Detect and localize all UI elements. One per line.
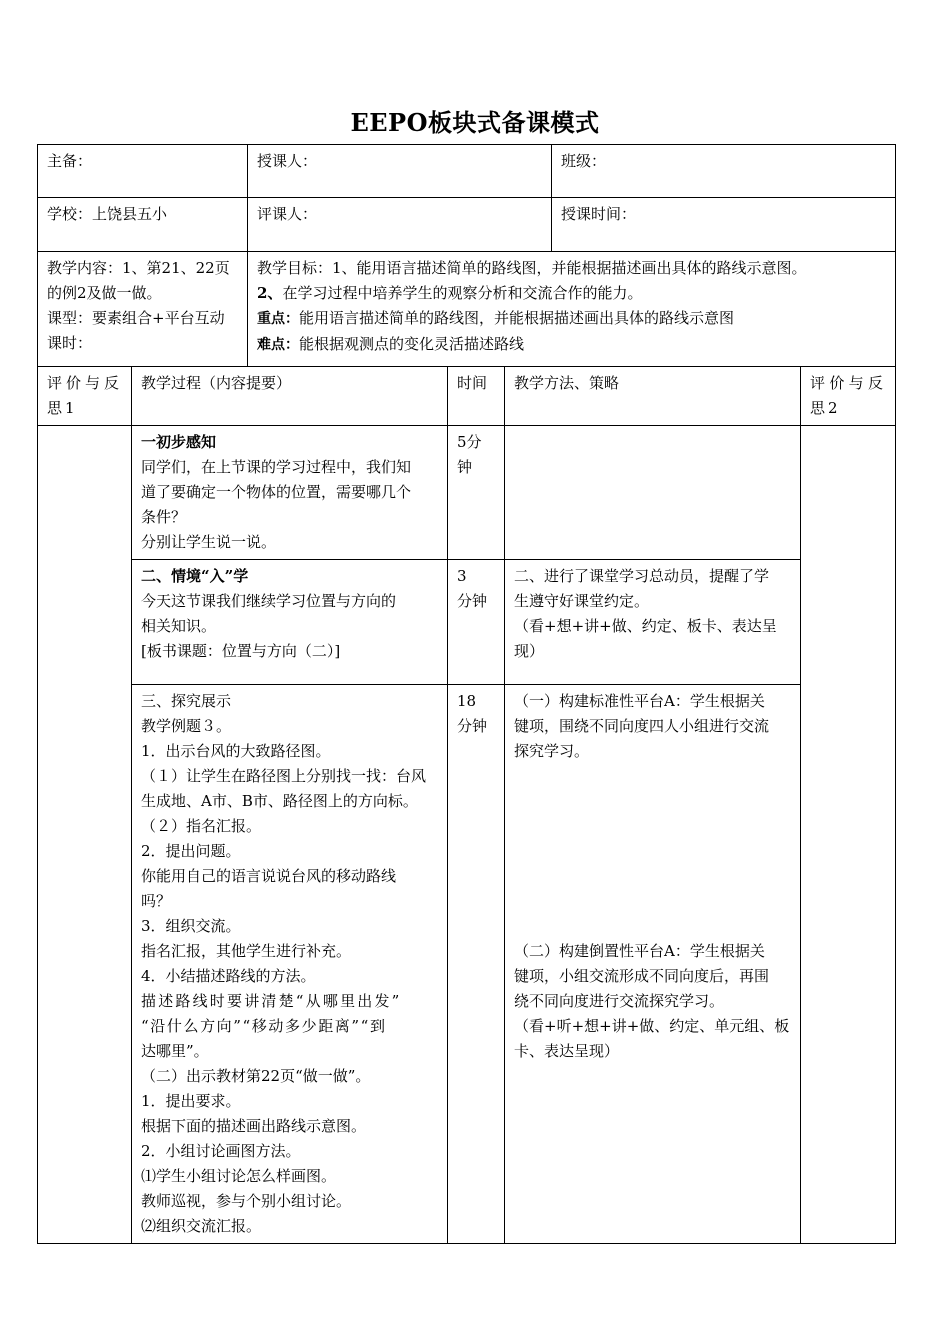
section-3-line: 吗？ (141, 892, 172, 910)
section-3-method (505, 685, 801, 1244)
section-3-line: 描述路线时要讲清楚“从哪里出发” (141, 992, 402, 1010)
section-3-line: 生成地、A市、B市、路径图上的方向标。 (141, 792, 418, 810)
section-2-method-line: 现） (514, 642, 545, 660)
key-point (257, 306, 886, 332)
shouke-time-cell (552, 198, 896, 252)
shoukeren-label: 授课人： (257, 152, 318, 170)
eval2-body (801, 426, 896, 1244)
shouke-time-label: 授课时间： (561, 205, 637, 223)
section-3-line: 2．小组讨论画图方法。 (141, 1142, 301, 1160)
col-time-label: 时间 (457, 374, 488, 392)
section-3-method-b-line: 绕不同向度进行交流探究学习。 (514, 992, 725, 1010)
section-2-line: 今天这节课我们继续学习位置与方向的 (141, 592, 397, 610)
banji-label: 班级： (561, 152, 607, 170)
section-3-line: 教学例题３。 (141, 717, 232, 735)
difficulty (257, 332, 886, 358)
section-3-line: 4．小结描述路线的方法。 (141, 967, 316, 985)
section-3-line: 指名汇报，其他学生进行补充。 (141, 942, 352, 960)
shoukeren-cell (248, 145, 552, 198)
content-line: 课时： (47, 334, 93, 352)
pingkeren-label: 评课人： (257, 205, 318, 223)
zhubei-label: 主备： (47, 152, 93, 170)
school-cell (38, 198, 248, 252)
section-2-line: [板书课题：位置与方向（二）] (141, 642, 341, 660)
section-3-line: 1．提出要求。 (141, 1092, 241, 1110)
section-3-process (132, 685, 448, 1244)
header-table (37, 144, 896, 367)
section-3-line: 达哪里”。 (141, 1042, 209, 1060)
col-method-label: 教学方法、策略 (514, 374, 620, 392)
section-2-heading: 二、情境“入”学 (141, 567, 249, 585)
key-point-text: 能用语言描述简单的路线图，并能根据描述画出具体的路线示意图 (299, 309, 735, 327)
content-line: 课型：要素组合+平台互动 (47, 309, 225, 327)
section-2-method (505, 560, 801, 685)
section-3-method-b-line: （二）构建倒置性平台A：学生根据关 (514, 942, 765, 960)
section-1-method (505, 426, 801, 560)
col-process-header (132, 367, 448, 426)
content-line: 教学内容：1、第21、22页 (47, 259, 230, 277)
section-2-time (448, 560, 505, 685)
school-label: 学校：上饶县五小 (47, 205, 168, 223)
section-3-time-line: 18 (457, 692, 477, 710)
col-eval1-label: 评价与反思1 (47, 374, 122, 417)
section-2-method-line: 生遵守好课堂约定。 (514, 592, 650, 610)
section-2-line: 相关知识。 (141, 617, 217, 635)
col-method-header (505, 367, 801, 426)
process-table (37, 366, 896, 1244)
col-time-header (448, 367, 505, 426)
section-3-line: （二）出示教材第22页“做一做”。 (141, 1067, 371, 1085)
section-1-process (132, 426, 448, 560)
section-2-method-line: 二、进行了课堂学习总动员，提醒了学 (514, 567, 770, 585)
banji-cell (552, 145, 896, 198)
section-1-line: 分别让学生说一说。 (141, 533, 277, 551)
section-3-line: ⑴学生小组讨论怎么样画图。 (141, 1167, 337, 1185)
section-1-line: 道了要确定一个物体的位置，需要哪几个 (141, 483, 412, 501)
section-1-line: 同学们，在上节课的学习过程中，我们知 (141, 458, 412, 476)
section-2-method-line: （看+想+讲+做、约定、板卡、表达呈 (514, 617, 777, 635)
eval1-body (38, 426, 132, 1244)
difficulty-text: 能根据观测点的变化灵活描述路线 (299, 335, 525, 353)
section-3-line: 2．提出问题。 (141, 842, 241, 860)
section-3-line: 教师巡视，参与个别小组讨论。 (141, 1192, 352, 1210)
section-1-time (448, 426, 505, 560)
section-3-method-a-line: 探究学习。 (514, 742, 590, 760)
section-3-time-line: 分钟 (457, 717, 488, 735)
section-3-line: （２）指名汇报。 (141, 817, 262, 835)
section-3-line: 1．出示台风的大致路径图。 (141, 742, 331, 760)
page-title: EEPO板块式备课模式 (350, 108, 600, 137)
section-3-line: 你能用自己的语言说说台风的移动路线 (141, 867, 397, 885)
goals-cell (248, 252, 896, 367)
section-3-method-a-line: （一）构建标准性平台A：学生根据关 (514, 692, 765, 710)
goal-2-number: 2、 (257, 284, 283, 302)
section-2-process (132, 560, 448, 685)
section-1-heading: 一初步感知 (141, 433, 217, 451)
goal-1: 教学目标：1、能用语言描述简单的路线图，并能根据描述画出具体的路线示意图。 (257, 259, 807, 277)
section-3-method-b-line: 卡、表达呈现） (514, 1042, 620, 1060)
section-3-method-b-line: （看+听+想+讲+做、约定、单元组、板 (514, 1017, 790, 1035)
col-eval2-label: 评价与反思2 (810, 374, 886, 417)
zhubei-cell (38, 145, 248, 198)
section-3-method-b-line: 键项，小组交流形成不同向度后，再围 (514, 967, 770, 985)
section-3-line: ⑵组织交流汇报。 (141, 1217, 262, 1235)
section-3-line: 三、探究展示 (141, 692, 232, 710)
section-2-time-line: 3 (457, 567, 467, 585)
section-3-line: 3．组织交流。 (141, 917, 241, 935)
content-cell (38, 252, 248, 367)
difficulty-label: 难点： (257, 337, 299, 353)
key-point-label: 重点： (257, 311, 299, 327)
goal-2-text: 在学习过程中培养学生的观察分析和交流合作的能力。 (282, 284, 643, 302)
content-line: 的例2及做一做。 (47, 284, 162, 302)
goal-2 (257, 281, 886, 306)
section-3-method-a-line: 键项，围绕不同向度四人小组进行交流 (514, 717, 770, 735)
section-1-line: 条件？ (141, 508, 187, 526)
section-1-time-line: 5分 (457, 433, 482, 451)
pingkeren-cell (248, 198, 552, 252)
section-1-time-line: 钟 (457, 458, 473, 476)
section-3-line: “沿什么方向”“移动多少距离”“到 (141, 1017, 387, 1035)
section-3-line: 根据下面的描述画出路线示意图。 (141, 1117, 367, 1135)
col-eval1-header (38, 367, 132, 426)
col-process-label: 教学过程（内容提要） (141, 374, 292, 392)
section-3-time (448, 685, 505, 1244)
section-2-time-line: 分钟 (457, 592, 488, 610)
section-3-line: （１）让学生在路径图上分别找一找：台风 (141, 767, 427, 785)
col-eval2-header (801, 367, 896, 426)
method-spacer (514, 764, 791, 939)
